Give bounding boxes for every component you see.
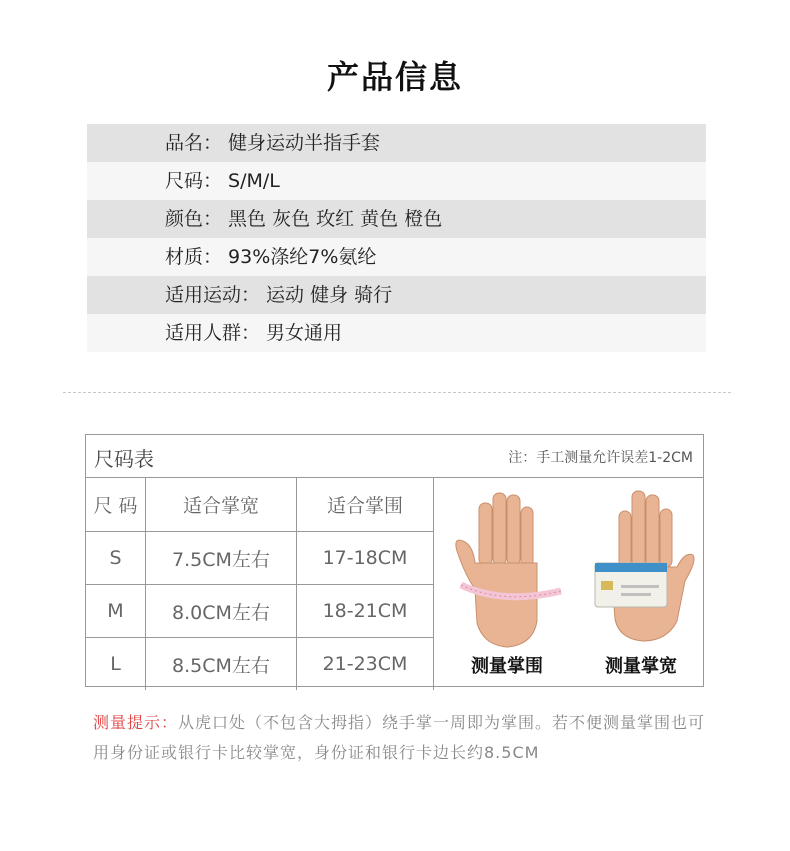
tip-label: 测量提示： bbox=[93, 713, 179, 732]
caption-girth: 测量掌围 bbox=[471, 656, 543, 677]
cell-width: 8.0CM左右 bbox=[146, 585, 297, 638]
cell-size: S bbox=[86, 532, 146, 585]
size-chart-header bbox=[86, 435, 703, 478]
info-row-sport: 适用运动： 运动 健身 骑行 bbox=[87, 276, 706, 314]
cell-size: L bbox=[86, 638, 146, 691]
info-row-material: 材质： 93%涤纶7%氨纶 bbox=[87, 238, 706, 276]
info-row-size: 尺码： S/M/L bbox=[87, 162, 706, 200]
product-info-list bbox=[87, 124, 706, 352]
measure-tip bbox=[93, 708, 713, 768]
table-row bbox=[86, 638, 434, 691]
header-palm-width: 适合掌宽 bbox=[146, 477, 297, 532]
cell-girth: 18-21CM bbox=[297, 585, 434, 638]
table-row bbox=[86, 532, 434, 585]
tip-text: 从虎口处（不包含大拇指）绕手掌一周即为掌围。若不便测量掌围也可用身份证或银行卡比较掌宽，身份证和银行卡边长约8.5CM bbox=[93, 713, 706, 762]
hand-girth-illustration bbox=[443, 485, 573, 655]
section-divider bbox=[63, 392, 731, 393]
page-title: 产品信息 bbox=[326, 58, 463, 96]
measurement-illustration bbox=[433, 477, 703, 686]
size-chart-title: 尺码表 bbox=[94, 447, 154, 471]
cell-girth: 17-18CM bbox=[297, 532, 434, 585]
info-row-users: 适用人群： 男女通用 bbox=[87, 314, 706, 352]
info-row-name: 品名： 健身运动半指手套 bbox=[87, 124, 706, 162]
header-palm-girth: 适合掌围 bbox=[297, 477, 434, 532]
size-table-header bbox=[86, 477, 434, 532]
size-chart-note: 注：手工测量允许误差1-2CM bbox=[508, 450, 693, 466]
cell-width: 8.5CM左右 bbox=[146, 638, 297, 691]
cell-girth: 21-23CM bbox=[297, 638, 434, 691]
cell-size: M bbox=[86, 585, 146, 638]
hand-width-illustration bbox=[581, 481, 701, 651]
caption-width: 测量掌宽 bbox=[605, 656, 677, 677]
cell-width: 7.5CM左右 bbox=[146, 532, 297, 585]
header-size: 尺 码 bbox=[86, 477, 146, 532]
info-row-color: 颜色： 黑色 灰色 玫红 黄色 橙色 bbox=[87, 200, 706, 238]
size-chart bbox=[85, 434, 704, 687]
size-table bbox=[86, 477, 434, 690]
table-row bbox=[86, 585, 434, 638]
